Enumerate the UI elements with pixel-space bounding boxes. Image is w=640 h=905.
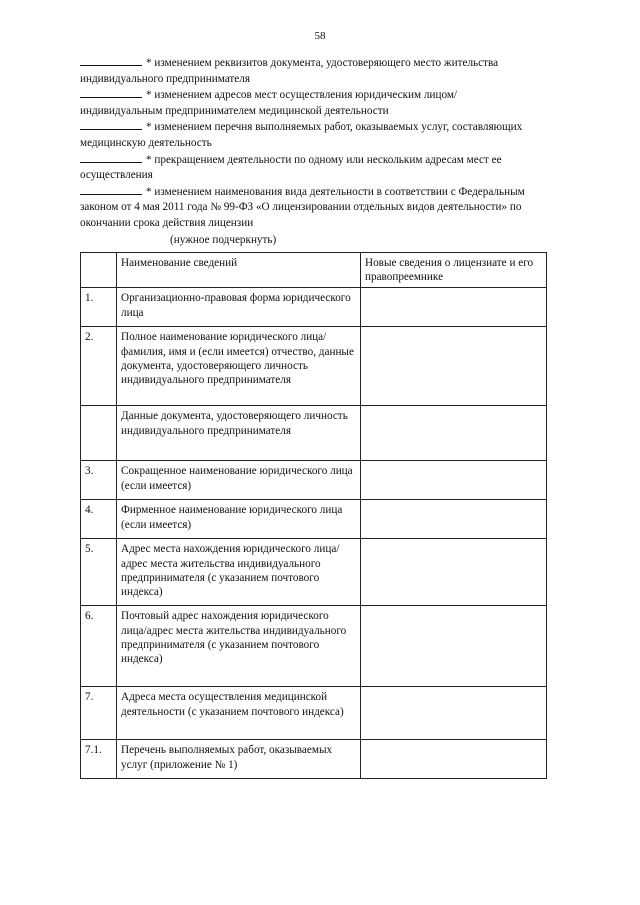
row-name: Организационно-правовая форма юридического лица <box>117 288 361 327</box>
row-value-cell[interactable] <box>361 606 547 687</box>
table-row <box>81 606 547 687</box>
fill-blank[interactable] <box>80 153 142 163</box>
table-row <box>81 500 547 539</box>
row-num: 1. <box>81 288 117 327</box>
row-value-cell[interactable] <box>361 461 547 500</box>
row-name: Адрес места нахождения юридического лица/адрес места жительства индивидуального предпринимателя (с указанием почтового индекса) <box>117 539 361 606</box>
option-line: * изменением реквизитов документа, удостоверяющего место жительства индивидуального предпринимателя <box>80 57 499 85</box>
page-number: 58 <box>314 30 326 42</box>
row-value-cell[interactable] <box>361 539 547 606</box>
table-header-row <box>81 253 547 288</box>
table-row <box>81 406 547 461</box>
fill-blank[interactable] <box>80 185 142 195</box>
change-options <box>80 56 540 249</box>
table-row <box>81 461 547 500</box>
fill-blank[interactable] <box>80 56 142 66</box>
row-value-cell[interactable] <box>361 406 547 461</box>
row-num: 7. <box>81 687 117 740</box>
header-num-cell <box>81 253 117 288</box>
header-name: Наименование сведений <box>117 253 361 288</box>
row-name: Полное наименование юридического лица/фамилия, имя и (если имеется) отчество, данные документа, удостоверяющего личность индивидуального предпринимателя <box>117 327 361 406</box>
row-num: 3. <box>81 461 117 500</box>
fill-blank[interactable] <box>80 88 142 98</box>
row-num: 6. <box>81 606 117 687</box>
row-name: Фирменное наименование юридического лица (если имеется) <box>117 500 361 539</box>
option-line: * изменением перечня выполняемых работ, оказываемых услуг, составляющих медицинскую деятельность <box>80 121 523 149</box>
table-row <box>81 740 547 779</box>
row-num: 7.1. <box>81 740 117 779</box>
row-name: Адреса места осуществления медицинской деятельности (с указанием почтового индекса) <box>117 687 361 740</box>
row-name: Сокращенное наименование юридического лица (если имеется) <box>117 461 361 500</box>
row-value-cell[interactable] <box>361 288 547 327</box>
table-row <box>81 687 547 740</box>
table-row <box>81 288 547 327</box>
row-value-cell[interactable] <box>361 687 547 740</box>
row-name: Данные документа, удостоверяющего личность индивидуального предпринимателя <box>117 406 361 461</box>
row-value-cell[interactable] <box>361 740 547 779</box>
option-line: * изменением адресов мест осуществления юридическим лицом/ индивидуальным предпринимателем медицинской деятельности <box>80 89 458 117</box>
option-line: * изменением наименования вида деятельности в соответствии с Федеральным законом от 4 мая 2011 года № 99-ФЗ «О лицензировании отдельных видов деятельности» по окончании срока действия лицензии <box>80 185 525 229</box>
row-num: 2. <box>81 327 117 406</box>
row-name: Перечень выполняемых работ, оказываемых услуг (приложение № 1) <box>117 740 361 779</box>
table-row <box>81 327 547 406</box>
row-num: 5. <box>81 539 117 606</box>
row-num: 4. <box>81 500 117 539</box>
fill-blank[interactable] <box>80 120 142 130</box>
row-value-cell[interactable] <box>361 327 547 406</box>
table-row <box>81 539 547 606</box>
option-line: * прекращением деятельности по одному или нескольким адресам мест ее осуществления <box>80 153 502 182</box>
licensee-info-table <box>80 252 547 779</box>
note-text: (нужное подчеркнуть) <box>170 233 277 246</box>
row-num <box>81 406 117 461</box>
row-name: Почтовый адрес нахождения юридического лица/адрес места жительства индивидуального предпринимателя (с указанием почтового индекса) <box>117 606 361 687</box>
row-value-cell[interactable] <box>361 500 547 539</box>
header-new: Новые сведения о лицензиате и его правопреемнике <box>361 253 547 288</box>
